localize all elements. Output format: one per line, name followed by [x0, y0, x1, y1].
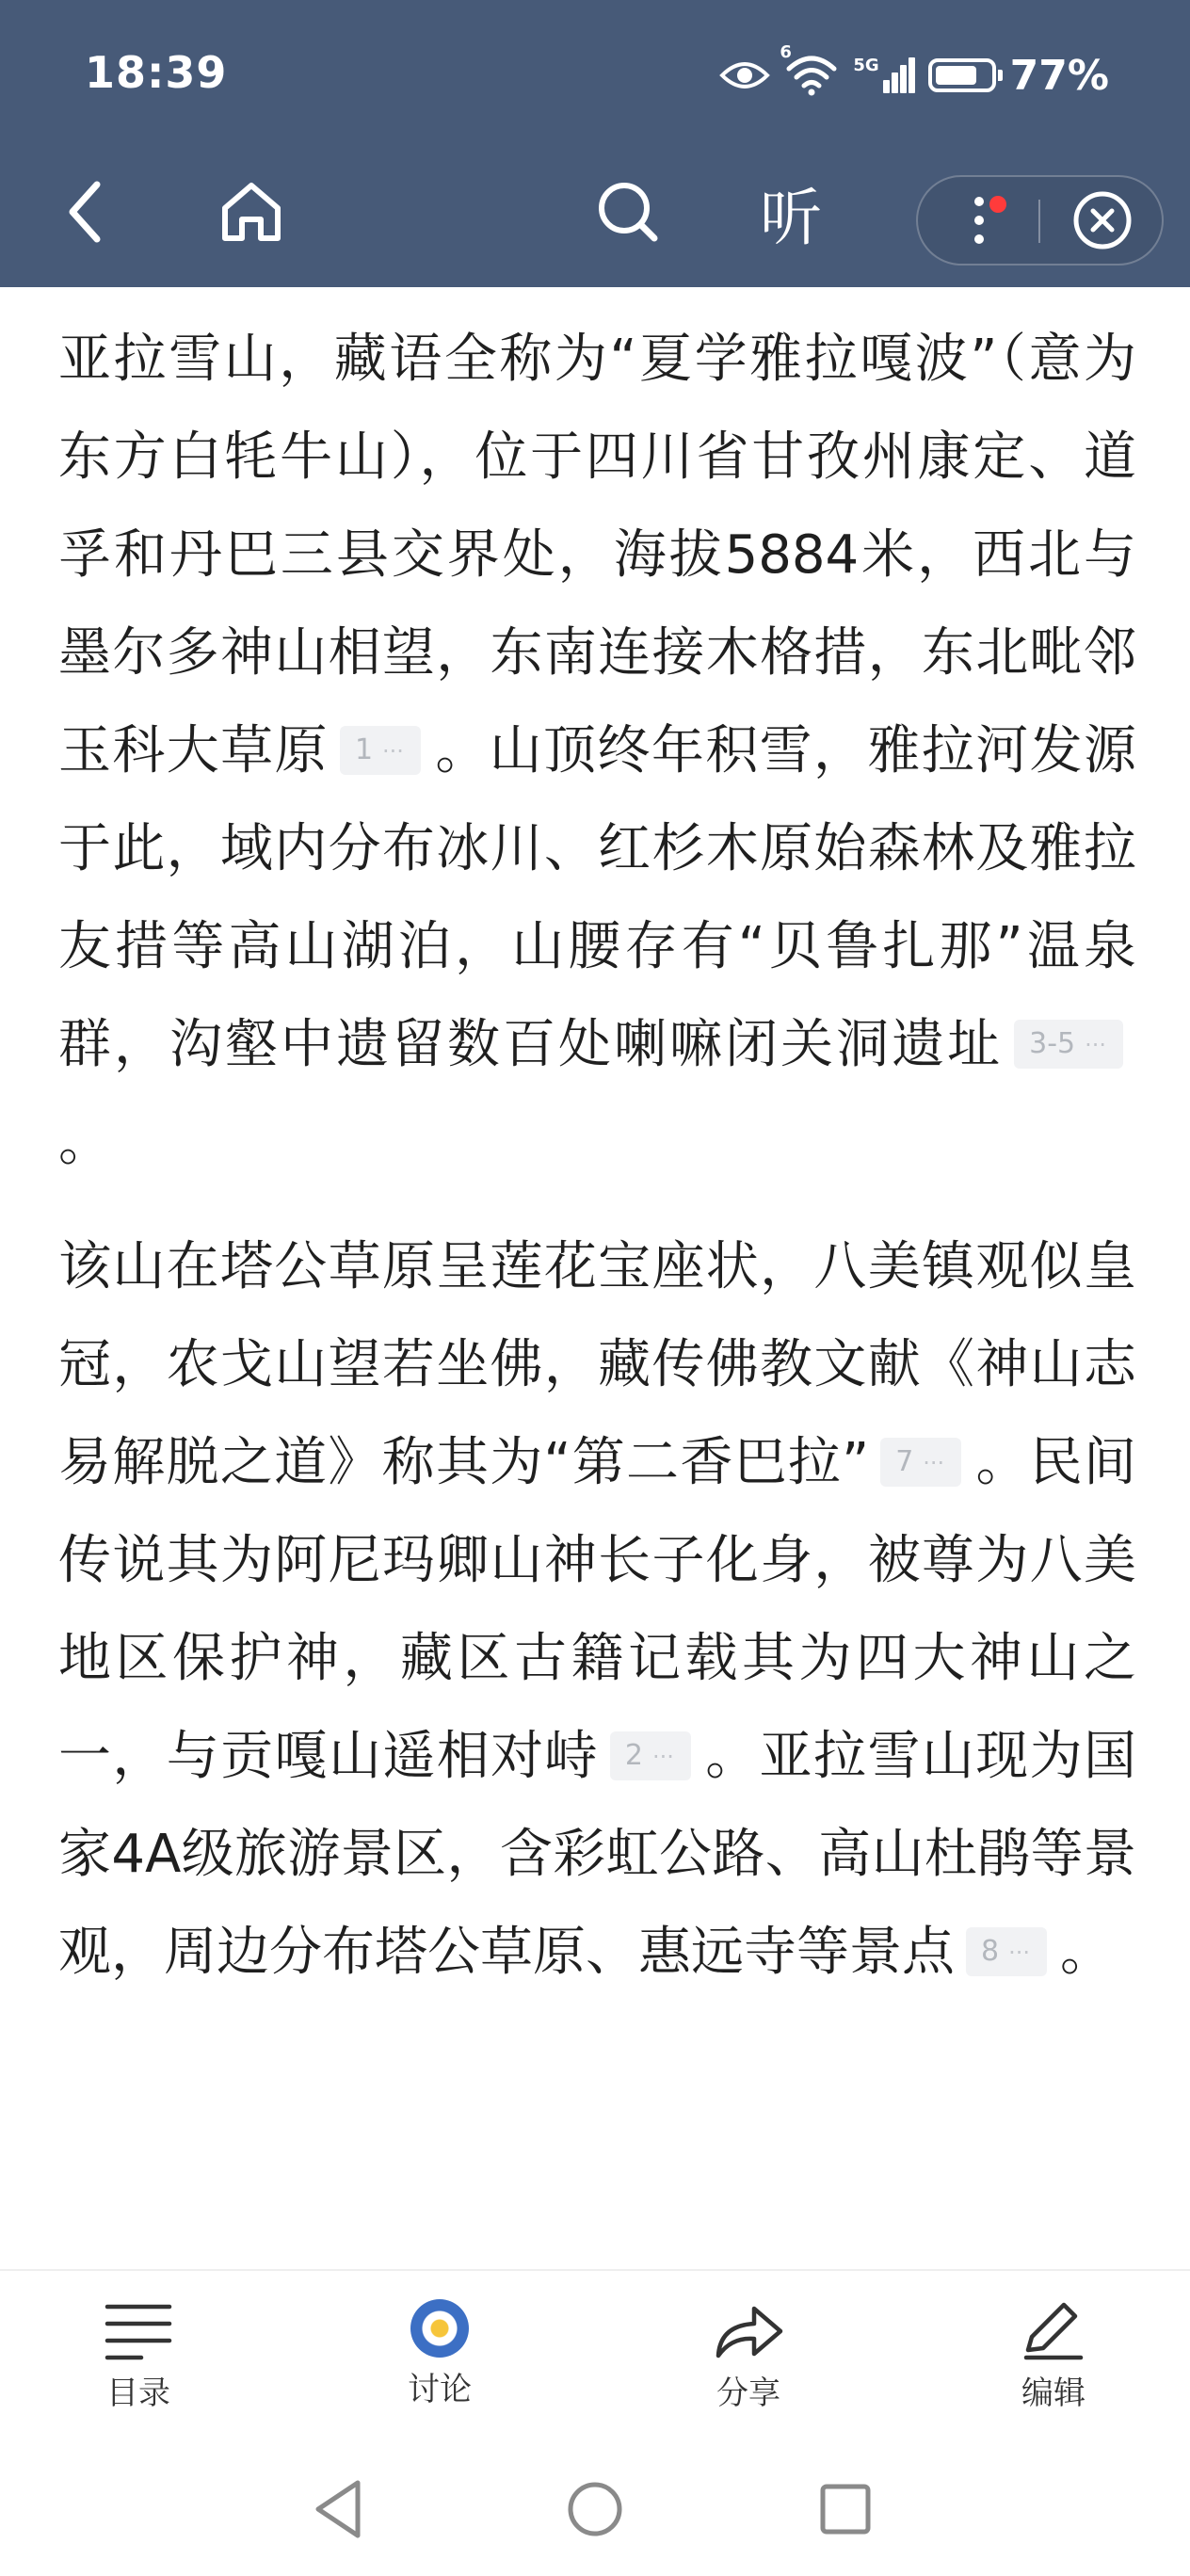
citation-ellipsis: ··· [1008, 1939, 1030, 1966]
pencil-icon [1019, 2299, 1088, 2361]
citation-ellipsis: ··· [652, 1743, 674, 1770]
citation-ref[interactable] [1014, 1020, 1123, 1069]
close-circle-icon [1071, 189, 1134, 251]
wifi-label: 6 [780, 42, 792, 62]
wifi-icon [783, 50, 840, 97]
eye-icon [719, 58, 770, 92]
chevron-left-icon [63, 179, 106, 245]
network-label: 5G [853, 56, 879, 75]
system-recents-icon[interactable] [808, 2471, 883, 2547]
citation-ref[interactable] [610, 1731, 691, 1780]
discuss-label: 讨论 [408, 2371, 472, 2408]
share-button[interactable] [664, 2299, 833, 2422]
home-button[interactable] [209, 165, 294, 259]
citation-ellipsis: ··· [1085, 1031, 1106, 1058]
share-label: 分享 [716, 2375, 780, 2412]
edit-button[interactable] [969, 2299, 1138, 2422]
edit-label: 编辑 [1021, 2375, 1085, 2412]
article-paragraph-1 [58, 311, 1136, 1192]
citation-number: 7 [895, 1444, 914, 1478]
citation-number: 3-5 [1029, 1026, 1076, 1060]
system-home-icon[interactable] [557, 2471, 633, 2547]
discuss-button[interactable] [355, 2299, 524, 2422]
paragraph-text: 。民间传说其为阿尼玛卿山神长子化身，被尊为八美地区保护神，藏区古籍记载其为四大神山之一，与贡嘎山遥相对峙 [58, 1432, 1137, 1787]
citation-ref[interactable] [880, 1438, 961, 1487]
citation-ellipsis: ··· [382, 737, 404, 765]
paragraph-text: 。 [1059, 1922, 1113, 1983]
article-content [58, 311, 1136, 2002]
paragraph-text: 。 [58, 1112, 111, 1173]
battery-icon [928, 58, 996, 92]
notification-dot [989, 196, 1006, 213]
search-icon [594, 178, 662, 246]
toc-button[interactable] [54, 2299, 223, 2422]
close-button[interactable] [1059, 177, 1146, 264]
article-paragraph-2 [58, 1218, 1136, 2002]
list-icon [104, 2299, 173, 2361]
status-bar [0, 0, 1190, 141]
paragraph-text: 。亚拉雪山现为国家4A级旅游景区，含彩虹公路、高山杜鹃等景观，周边分布塔公草原、惠远寺等景点 [58, 1726, 1137, 1983]
citation-ellipsis: ··· [923, 1449, 945, 1476]
paragraph-text: 亚拉雪山，藏语全称为“夏学雅拉嘎波”（意为东方白牦牛山），位于四川省甘孜州康定、道孚和丹巴三县交界处，海拔5884米，西北与墨尔多神山相望，东南连接木格措，东北毗邻玉科大草原 [58, 329, 1136, 781]
wifi-status [780, 42, 840, 101]
citation-number: 1 [354, 733, 374, 766]
app-header [0, 0, 1190, 287]
battery-fill [936, 66, 976, 85]
status-time: 18:39 [85, 47, 228, 98]
listen-button[interactable]: 听 [760, 181, 822, 254]
system-navigation-bar [0, 2434, 1190, 2576]
nav-bar [0, 141, 1190, 282]
share-arrow-icon [711, 2299, 786, 2361]
search-button[interactable] [586, 165, 670, 259]
more-button[interactable] [937, 177, 1021, 264]
cellular-signal-icon [853, 57, 914, 93]
citation-number: 8 [981, 1934, 1000, 1968]
paragraph-text: 该山在塔公草原呈莲花宝座状，八美镇观似皇冠，农戈山望若坐佛，藏传佛教文献《神山志易解脱之道》称其为“第二香巴拉” [58, 1236, 1136, 1493]
citation-number: 2 [624, 1738, 643, 1772]
citation-ref[interactable] [966, 1927, 1047, 1976]
mini-program-capsule [916, 175, 1164, 266]
discussion-flower-icon [410, 2299, 469, 2358]
toc-label: 目录 [106, 2375, 170, 2412]
status-icons [719, 42, 1109, 104]
back-button[interactable] [52, 165, 118, 259]
system-back-icon[interactable] [303, 2471, 378, 2547]
bottom-toolbar [0, 2269, 1190, 2436]
battery-indicator [928, 52, 1109, 100]
more-vertical-icon [970, 192, 989, 249]
paragraph-text: 。山顶终年积雪，雅拉河发源于此，域内分布冰川、红杉木原始森林及雅拉友措等高山湖泊，山腰存有“贝鲁扎那”温泉群，沟壑中遗留数百处喇嘛闭关洞遗址 [58, 720, 1137, 1075]
home-icon [217, 178, 285, 246]
capsule-divider [1038, 200, 1040, 243]
citation-ref[interactable] [340, 726, 421, 775]
battery-percent: 77% [1009, 51, 1109, 100]
